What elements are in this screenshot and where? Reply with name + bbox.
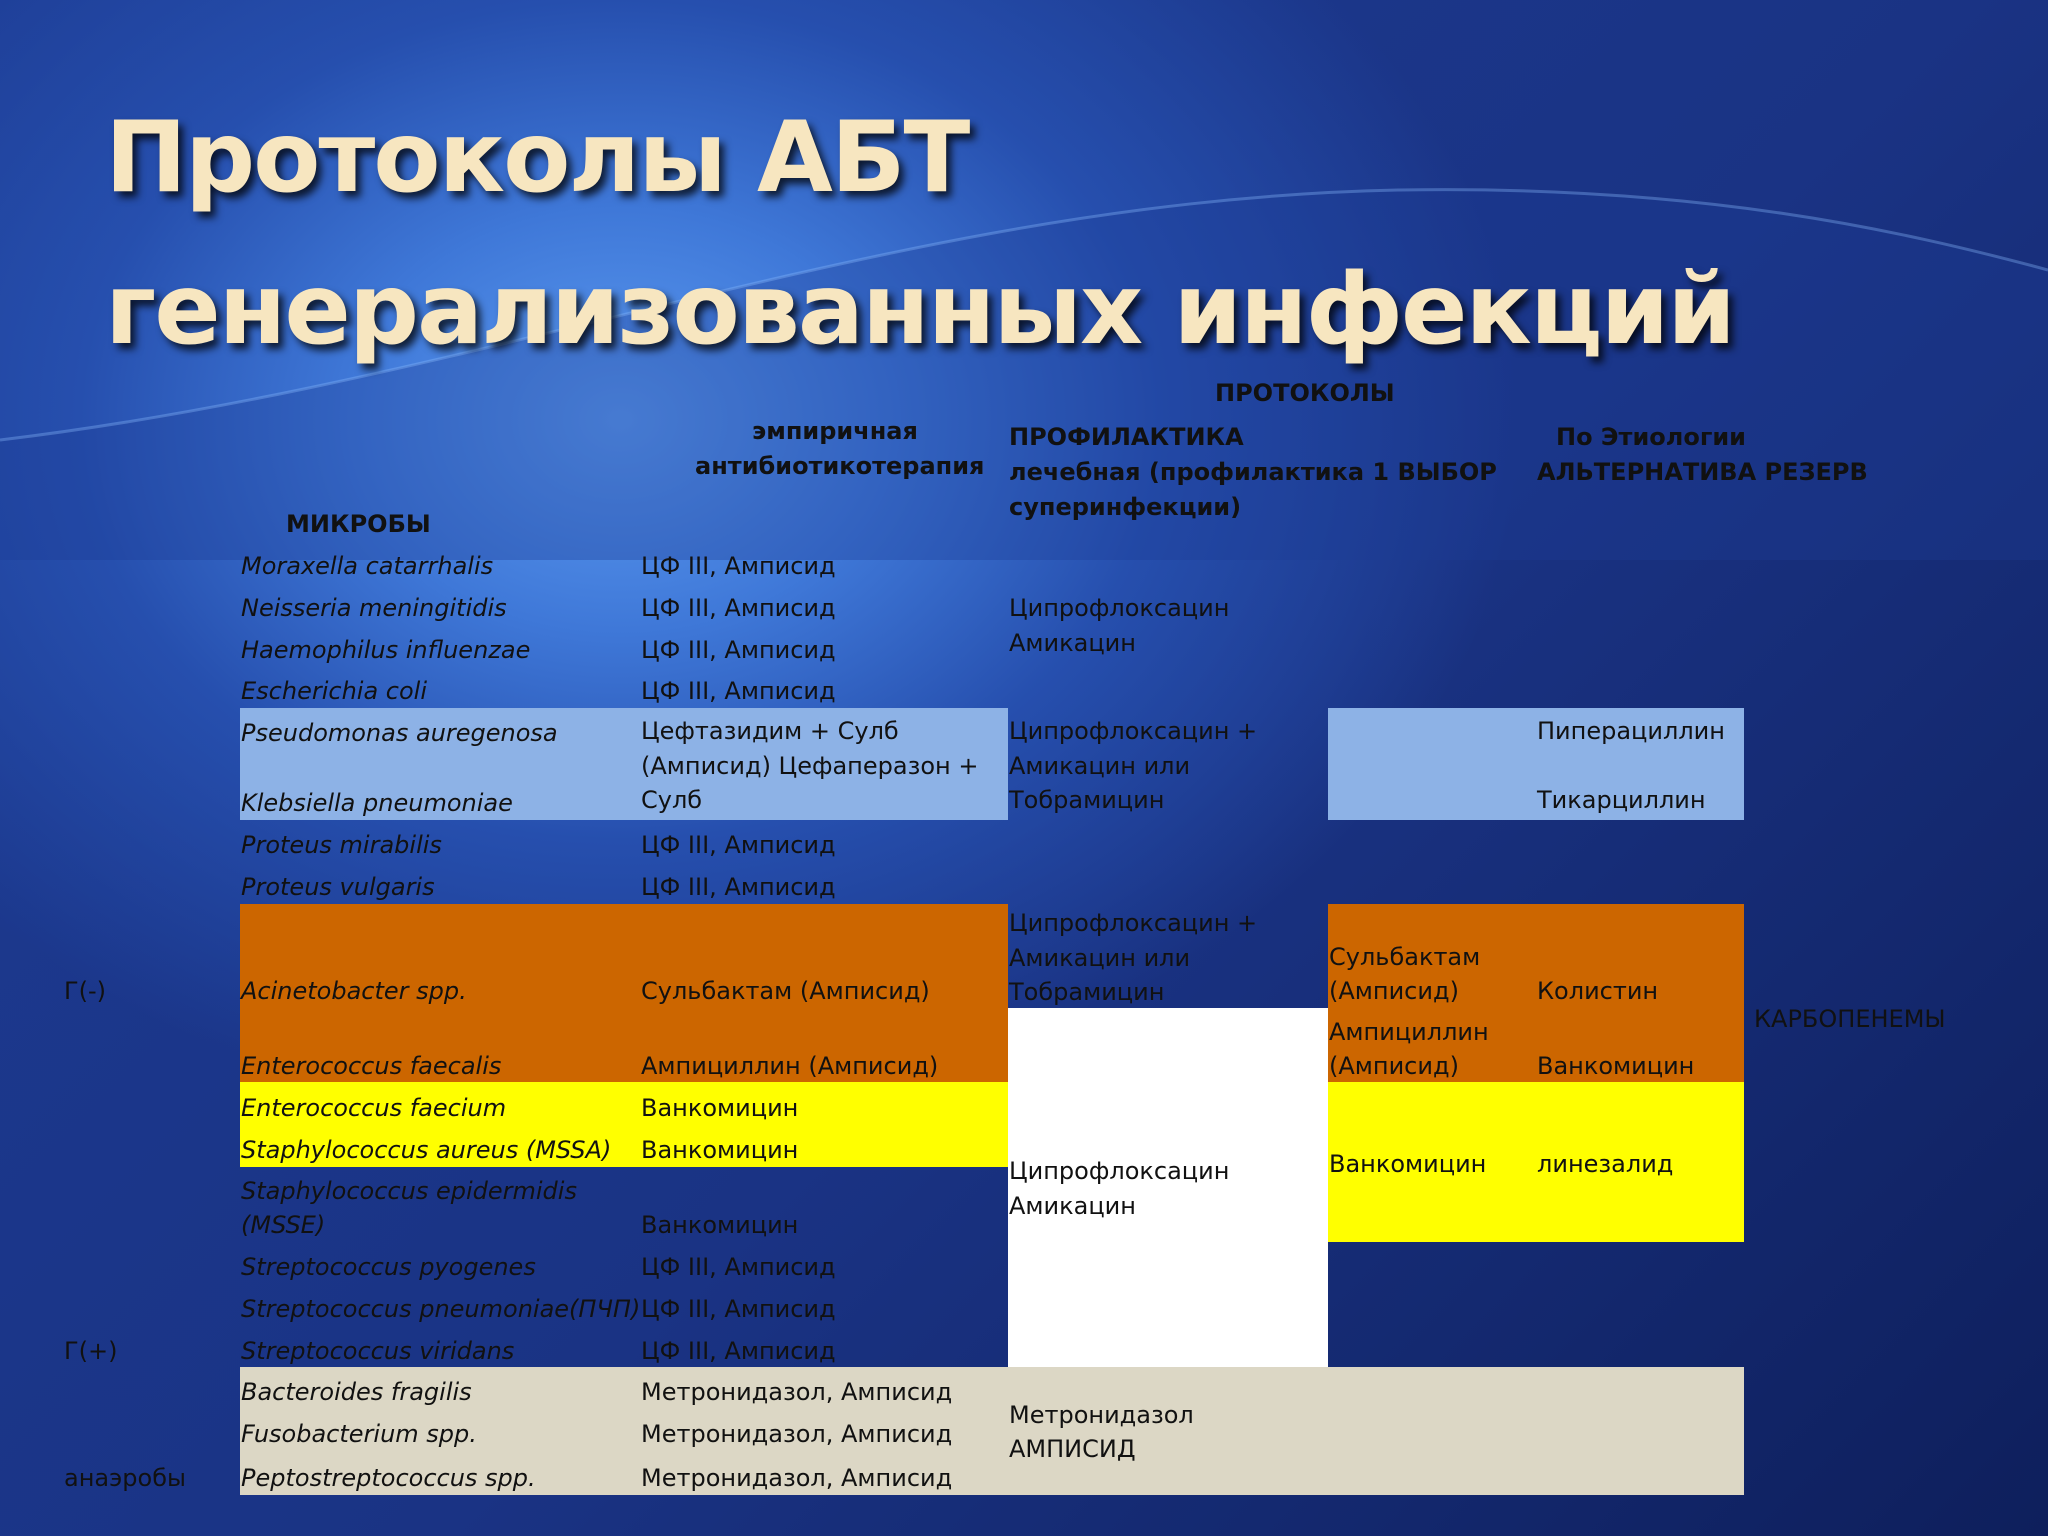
group-gram-positive: Г(+) (64, 1337, 118, 1365)
prophylaxis-cell: Тобрамицин (1009, 978, 1165, 1006)
prophylaxis-cell: Ципрофлоксацин + (1009, 717, 1258, 745)
prophylaxis-cell: АМПИСИД (1009, 1435, 1136, 1463)
prophylaxis-cell: Амикацин (1009, 629, 1136, 657)
empiric-cell: Ванкомицин (641, 1211, 799, 1239)
page-title (105, 82, 1734, 386)
microbe-cell: Escherichia coli (241, 677, 427, 705)
empiric-cell: ЦФ III, Амписид (641, 1295, 836, 1323)
group-anaerobes: анаэробы (64, 1464, 186, 1492)
prophylaxis-cell: Амикацин или (1009, 752, 1191, 780)
first-choice-cell: Ампициллин (1329, 1018, 1489, 1046)
prophylaxis-cell: Ципрофлоксацин + (1009, 909, 1258, 937)
prophylaxis-cell: Метронидазол (1009, 1401, 1194, 1429)
empiric-cell: Метронидазол, Амписид (641, 1420, 953, 1448)
first-choice-cell: (Амписид) (1329, 977, 1459, 1005)
microbe-cell: Enterococcus faecalis (241, 1052, 502, 1080)
empiric-cell: Цефтазидим + Сулб (641, 717, 899, 745)
empiric-cell: Сульбактам (Амписид) (641, 977, 930, 1005)
empiric-cell: ЦФ III, Амписид (641, 873, 836, 901)
prophylaxis-cell: Ципрофлоксацин (1009, 1157, 1230, 1185)
prophylaxis-cell: Ципрофлоксацин (1009, 594, 1230, 622)
header-empiric-line-1: эмпиричная (752, 417, 918, 445)
prophylaxis-cell: Амикацин или (1009, 944, 1191, 972)
prophylaxis-cell: Тобрамицин (1009, 786, 1165, 814)
empiric-cell: Ампициллин (Амписид) (641, 1052, 939, 1080)
empiric-cell: ЦФ III, Амписид (641, 677, 836, 705)
first-choice-cell: (Амписид) (1329, 1052, 1459, 1080)
prophylaxis-cell: Амикацин (1009, 1192, 1136, 1220)
microbe-cell: Bacteroides fragilis (241, 1378, 472, 1406)
title-line-1: Протоколы АБТ (105, 101, 969, 215)
first-choice-cell: Сульбактам (1329, 943, 1481, 971)
header-prophylaxis-line-1: ПРОФИЛАКТИКА (1009, 423, 1244, 451)
empiric-cell: (Амписид) Цефаперазон + (641, 752, 979, 780)
microbe-cell: Staphylococcus epidermidis (241, 1177, 577, 1205)
alternative-cell: Ванкомицин (1537, 1052, 1695, 1080)
microbe-cell: Proteus mirabilis (241, 831, 442, 859)
microbe-cell: Streptococcus viridans (241, 1337, 515, 1365)
group-gram-negative: Г(-) (64, 977, 107, 1005)
microbe-cell: Streptococcus pyogenes (241, 1253, 536, 1281)
alternative-cell: Пиперациллин (1537, 717, 1725, 745)
empiric-cell: Метронидазол, Амписид (641, 1378, 953, 1406)
header-prophylaxis-line-2: лечебная (профилактика 1 ВЫБОР (1009, 458, 1497, 486)
microbe-cell: (MSSE) (241, 1211, 326, 1239)
microbe-cell: Acinetobacter spp. (241, 977, 467, 1005)
empiric-cell: Метронидазол, Амписид (641, 1464, 953, 1492)
alternative-cell: Тикарциллин (1537, 786, 1706, 814)
microbe-cell: Staphylococcus aureus (MSSA) (241, 1136, 612, 1164)
header-etiology-line-1: По Этиологии (1556, 423, 1746, 451)
alternative-cell: Колистин (1537, 977, 1659, 1005)
microbe-cell: Neisseria meningitidis (241, 594, 507, 622)
alternative-cell: линезалид (1537, 1150, 1674, 1178)
empiric-cell: Ванкомицин (641, 1094, 799, 1122)
title-line-2: генерализованных инфекций (105, 253, 1734, 367)
microbe-cell: Fusobacterium spp. (241, 1420, 477, 1448)
microbe-cell: Klebsiella pneumoniae (241, 789, 513, 817)
microbe-cell: Proteus vulgaris (241, 873, 435, 901)
header-microbes: МИКРОБЫ (286, 510, 431, 538)
empiric-cell: ЦФ III, Амписид (641, 552, 836, 580)
empiric-cell: Ванкомицин (641, 1136, 799, 1164)
header-etiology-line-2: АЛЬТЕРНАТИВА РЕЗЕРВ (1537, 458, 1868, 486)
microbe-cell: Pseudomonas auregenosa (241, 719, 558, 747)
empiric-cell: ЦФ III, Амписид (641, 636, 836, 664)
empiric-cell: ЦФ III, Амписид (641, 1253, 836, 1281)
microbe-cell: Moraxella catarrhalis (241, 552, 494, 580)
group-carbapenems: КАРБОПЕНЕМЫ (1754, 1005, 1946, 1033)
header-prophylaxis-line-3: суперинфекции) (1009, 493, 1242, 521)
microbe-cell: Enterococcus faecium (241, 1094, 507, 1122)
first-choice-cell: Ванкомицин (1329, 1150, 1487, 1178)
empiric-cell: ЦФ III, Амписид (641, 831, 836, 859)
microbe-cell: Haemophilus influenzae (241, 636, 531, 664)
header-empiric-line-2: антибиотикотерапия (695, 452, 985, 480)
empiric-cell: ЦФ III, Амписид (641, 1337, 836, 1365)
microbe-cell: Streptococcus pneumoniae(ПЧП) (241, 1295, 641, 1323)
microbe-cell: Peptostreptococcus spp. (241, 1464, 536, 1492)
header-protocols: ПРОТОКОЛЫ (1215, 379, 1395, 407)
empiric-cell: Сулб (641, 786, 703, 814)
empiric-cell: ЦФ III, Амписид (641, 594, 836, 622)
